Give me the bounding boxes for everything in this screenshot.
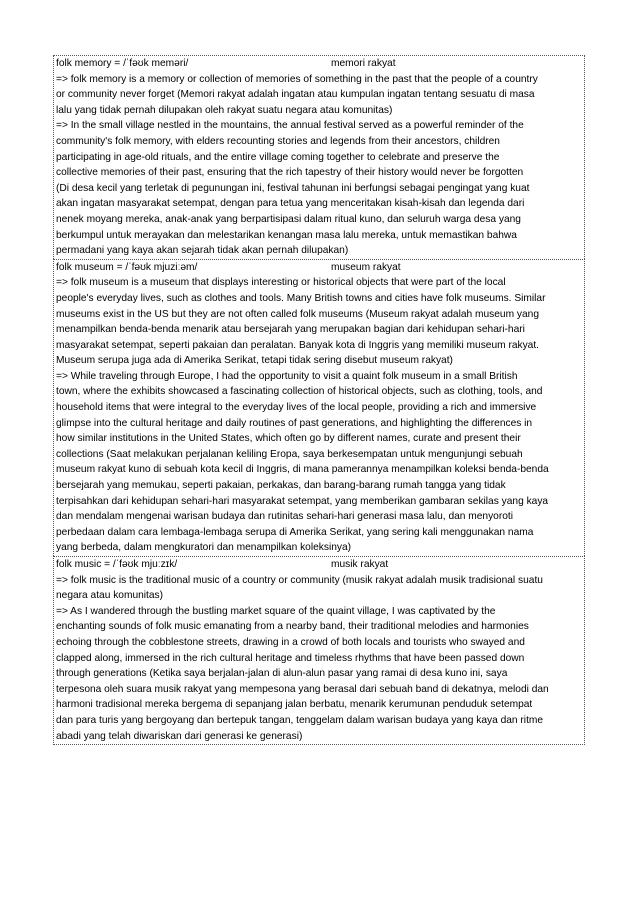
entry-header	[56, 56, 582, 72]
entry-line: (Di desa kecil yang terletak di pegunungan ini, festival tahunan ini berfungsi sebagai pengingat yang kuat	[56, 182, 530, 194]
entry-line: echoing through the cobblestone streets, drawing in a crowd of both locals and tourists who swayed and	[56, 636, 525, 648]
entry-line: or community never forget (Memori rakyat adalah ingatan atau kumpulan ingatan tentang sesuatu di masa	[56, 89, 535, 101]
entry-line: collections (Saat melakukan perjalanan keliling Eropa, saya berkesempatan untuk mengunjungi sebuah	[56, 448, 523, 460]
entry-line: terpesona oleh suara musik rakyat yang mempesona yang berasal dari sebuah band di dekatnya, melodi dan	[56, 683, 549, 695]
entry-line: masyarakat setempat, seperti pakaian dan peralatan. Banyak kota di Inggris yang memiliki museum rakyat.	[56, 339, 540, 351]
entry-folk-music	[53, 556, 585, 745]
entry-line: => While traveling through Europe, I had the opportunity to visit a quaint folk museum in a small British	[56, 370, 518, 382]
entry-line: akan ingatan masyarakat setempat, dengan para tetua yang menceritakan kisah-kisah dan legenda dari	[56, 198, 525, 210]
entry-line: menampilkan benda-benda menarik atau bersejarah yang merupakan bagian dari kehidupan sehari-hari	[56, 324, 525, 336]
entry-line: negara atau komunitas)	[56, 590, 164, 602]
document-page	[53, 55, 585, 745]
entry-line: berkumpul untuk merayakan dan melestarikan kenangan masa lalu mereka, untuk memastikan bahwa	[56, 229, 517, 241]
entry-line: household items that were integral to the everyday lives of the local people, providing a rich and immersive	[56, 402, 537, 414]
entry-line: museum rakyat kuno di sebuah kota kecil di Inggris, di mana pamerannya menampilkan koleksi benda-benda	[56, 464, 549, 476]
entry-line: through generations (Ketika saya berjalan-jalan di alun-alun pasar yang ramai di desa kuno ini, saya	[56, 668, 508, 680]
entry-line: people's everyday lives, such as clothes and tools. Many British towns and cities have folk museums. Similar	[56, 292, 546, 304]
entry-line: clapped along, immersed in the rich cultural heritage and timeless rhythms that have been passed down	[56, 652, 525, 664]
entry-term: folk music = /ˈfəʊk mjuːzɪk/	[56, 559, 178, 570]
entry-line: dan para turis yang bergoyang dan bertepuk tangan, tenggelam dalam warisan budaya yang kaya dan ritme	[56, 714, 544, 726]
entry-line: => In the small village nestled in the mountains, the annual festival served as a powerful reminder of the	[56, 120, 524, 132]
entry-line: yang berbeda, dalam mengkuratori dan menampilkan koleksinya)	[56, 542, 352, 554]
entry-line: => As I wandered through the bustling market square of the quaint village, I was captivated by the	[56, 605, 496, 617]
entry-line: terpisahkan dari kehidupan sehari-hari masyarakat setempat, yang memberikan gambaran sekilas yang kaya	[56, 495, 549, 507]
entry-line: museums exist in the US but they are not often called folk museums (Museum rakyat adalah museum yang	[56, 308, 540, 320]
entry-header	[56, 557, 582, 573]
entry-meaning: memori rakyat	[331, 58, 396, 69]
entry-line: => folk music is the traditional music of a country or community (musik rakyat adalah musik tradisional suatu	[56, 574, 543, 586]
entry-line: community's folk memory, with elders recounting stories and legends from their ancestors, children	[56, 135, 500, 147]
entry-line: enchanting sounds of folk music emanating from a nearby band, their traditional melodies and harmonies	[56, 621, 529, 633]
entry-meaning: museum rakyat	[331, 261, 401, 273]
entry-line: harmoni tradisional mereka bergema di sepanjang jalan berbatu, menarik kerumunan penduduk setempat	[56, 699, 533, 711]
entry-line: how similar institutions in the United States, which often go by different names, curate and present their	[56, 433, 521, 445]
entry-line: dan mendalam mengenai warisan budaya dan rutinitas sehari-hari generasi masa lalu, dan menyoroti	[56, 511, 513, 523]
entry-term: folk museum = /ˈfəʊk mjuziːəm/	[56, 261, 198, 273]
entry-line: => folk memory is a memory or collection of memories of something in the past that the people of a country	[56, 73, 538, 85]
entry-meaning: musik rakyat	[331, 559, 389, 570]
entry-header	[56, 260, 582, 276]
entry-line: Museum serupa juga ada di Amerika Serikat, tetapi tidak sering disebut museum rakyat)	[56, 355, 453, 367]
entry-line: collective memories of their past, ensuring that the rich tapestry of their history would never be forgotten	[56, 167, 524, 179]
entry-folk-memory	[53, 55, 585, 259]
entry-line: => folk museum is a museum that displays interesting or historical objects that were part of the local	[56, 277, 506, 289]
entry-folk-museum	[53, 259, 585, 556]
entry-line: perbedaan dalam cara lembaga-lembaga serupa di Amerika Serikat, yang sering kali menggunakan nama	[56, 526, 534, 538]
entry-line: town, where the exhibits showcased a fascinating collection of historical objects, such as clothing, tools, and	[56, 386, 543, 398]
entry-line: abadi yang telah diwariskan dari generasi ke generasi)	[56, 730, 303, 742]
entry-term: folk memory = /ˈfəʊk meməri/	[56, 58, 189, 69]
entry-line: nenek moyang mereka, anak-anak yang berpartisipasi dalam ritual kuno, dan seluruh warga desa yang	[56, 213, 521, 225]
entry-line: participating in age-old rituals, and the entire village coming together to celebrate and preserve the	[56, 151, 500, 163]
entry-line: glimpse into the cultural heritage and daily routines of past generations, and highlighting the differences in	[56, 417, 533, 429]
entry-line: lalu yang tidak pernah dilupakan oleh rakyat suatu negara atau komunitas)	[56, 104, 393, 116]
entry-line: permadani yang kaya akan sejarah tidak akan pernah dilupakan)	[56, 245, 349, 257]
entry-line: bersejarah yang memukau, seperti pakaian, perkakas, dan barang-barang rumah tangga yang tidak	[56, 480, 506, 492]
